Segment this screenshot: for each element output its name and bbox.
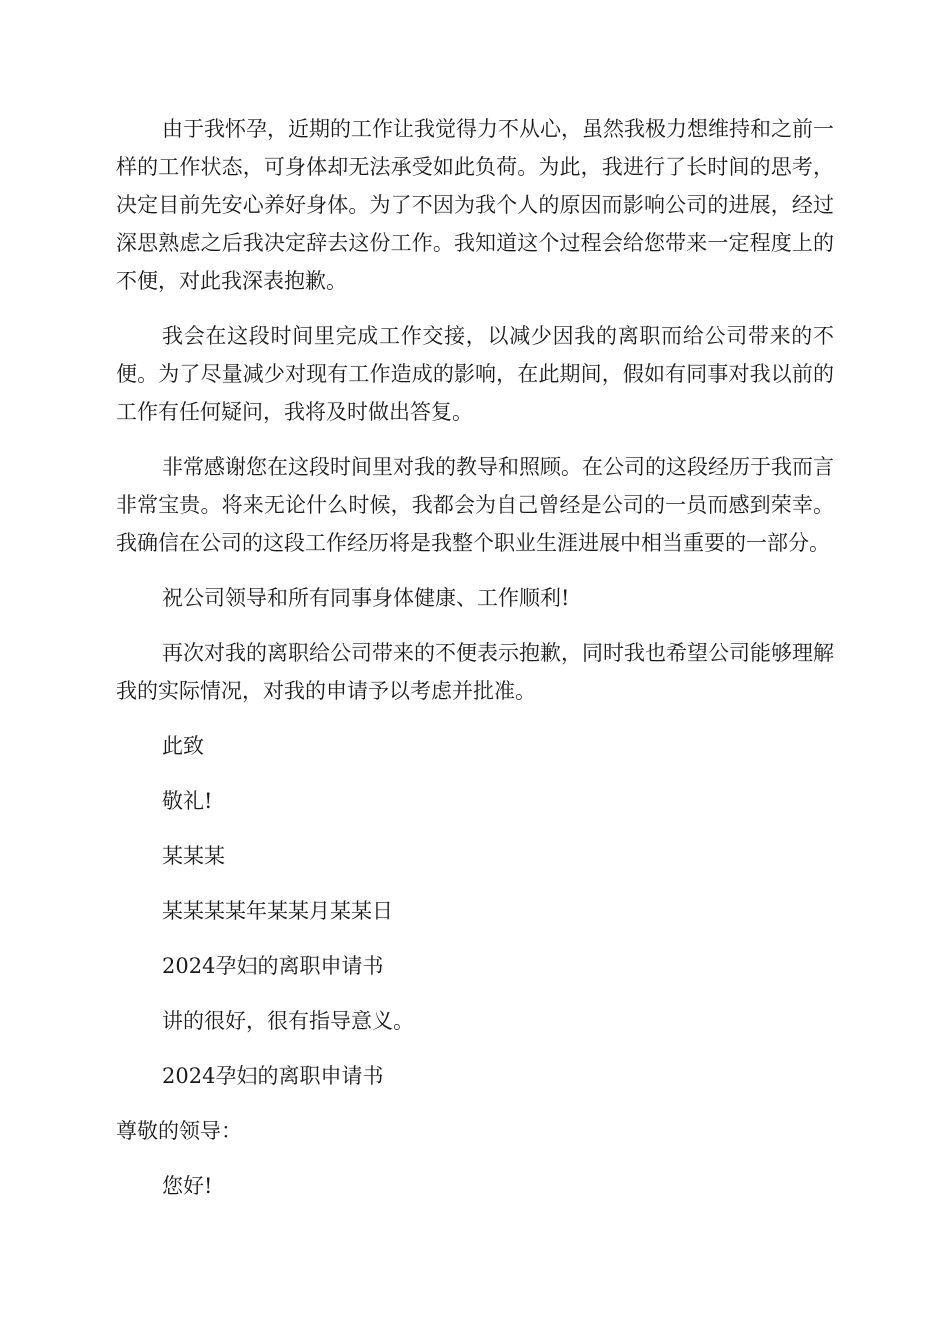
letter-body [116, 110, 834, 1222]
paragraph-1: 由于我怀孕，近期的工作让我觉得力不从心，虽然我极力想维持和之前一样的工作状态，可身体却无法承受如此负荷。为此，我进行了长时间的思考，决定目前先安心养好身体。为了不因为我个人的原因而影响公司的进展，经过深思熟虑之后我决定辞去这份工作。我知道这个过程会给您带来一定程度上的不便，对此我深表抱歉。 [116, 117, 834, 293]
date-line: 某某某某年某某月某某日 [162, 899, 393, 923]
paragraph-4: 祝公司领导和所有同事身体健康、工作顺利! [162, 586, 570, 610]
hello-line: 您好! [162, 1174, 213, 1198]
comment-line: 讲的很好，很有指导意义。 [162, 1009, 414, 1033]
paragraph-2: 我会在这段时间里完成工作交接，以减少因我的离职而给公司带来的不便。为了尽量减少对现有工作造成的影响，在此期间，假如有同事对我以前的工作有任何疑问，我将及时做出答复。 [116, 324, 834, 424]
paragraph-5: 再次对我的离职给公司带来的不便表示抱歉，同时我也希望公司能够理解我的实际情况，对我的申请予以考虑并批准。 [116, 641, 834, 703]
paragraph-3: 非常感谢您在这段时间里对我的教导和照顾。在公司的这段经历于我而言非常宝贵。将来无论什么时候，我都会为自己曾经是公司的一员而感到荣幸。我确信在公司的这段工作经历将是我整个职业生涯进展中相当重要的一部分。 [116, 455, 834, 555]
greeting-line: 尊敬的领导： [116, 1119, 242, 1143]
signature-line: 某某某 [162, 844, 225, 868]
third-title: 2024孕妇的离职申请书 [162, 1064, 384, 1088]
salute-line: 敬礼! [162, 789, 213, 813]
closing-line: 此致 [162, 734, 204, 758]
second-title: 2024孕妇的离职申请书 [162, 954, 384, 978]
